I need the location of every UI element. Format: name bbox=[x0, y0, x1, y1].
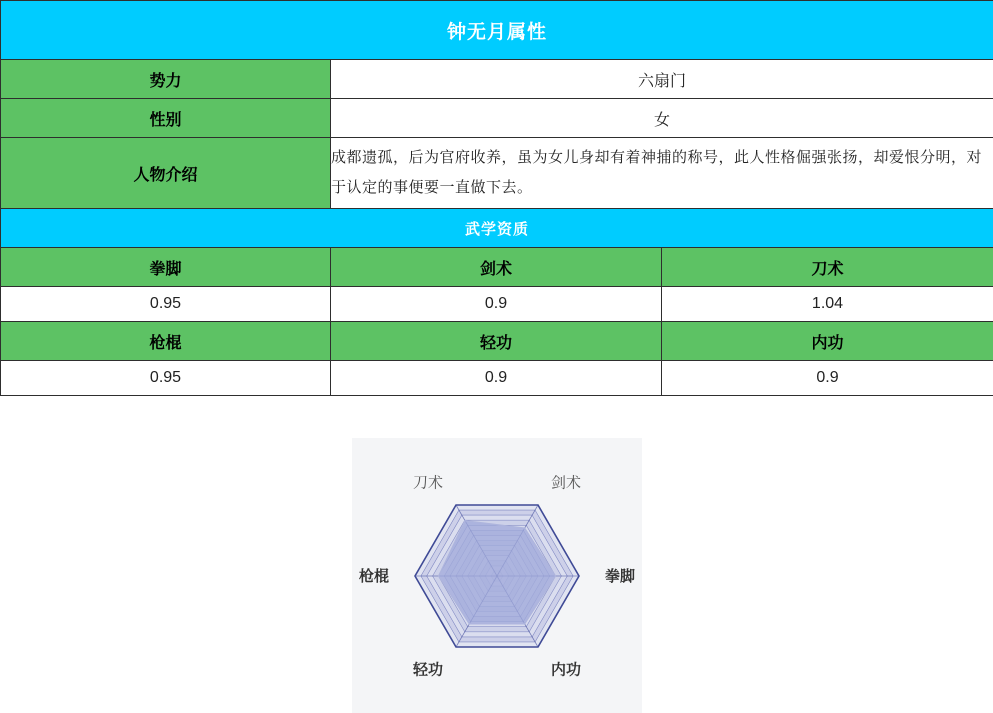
radar-chart bbox=[352, 438, 642, 713]
qual-value-1-0: 0.95 bbox=[1, 361, 331, 396]
qual-header-1-1: 轻功 bbox=[331, 322, 662, 361]
radar-chart-wrapper bbox=[0, 438, 993, 713]
radar-axis-label: 轻功 bbox=[411, 661, 442, 679]
radar-axis-label: 剑术 bbox=[551, 475, 581, 492]
qual-value-0-1: 0.9 bbox=[331, 287, 662, 322]
section-title-martial-qualification: 武学资质 bbox=[1, 209, 993, 248]
qual-header-0-2: 刀术 bbox=[662, 248, 993, 287]
radar-axis-label: 枪棍 bbox=[357, 567, 388, 585]
table-row bbox=[1, 248, 993, 287]
table-row bbox=[1, 99, 993, 138]
gender-label: 性别 bbox=[1, 99, 331, 138]
intro-label: 人物介绍 bbox=[1, 138, 331, 209]
qual-value-0-2: 1.04 bbox=[662, 287, 993, 322]
radar-axis-label: 刀术 bbox=[412, 475, 442, 492]
qual-header-0-0: 拳脚 bbox=[1, 248, 331, 287]
table-row bbox=[1, 138, 993, 209]
faction-value: 六扇门 bbox=[331, 60, 993, 99]
table-row bbox=[1, 361, 993, 396]
table-row bbox=[1, 287, 993, 322]
qual-header-1-2: 内功 bbox=[662, 322, 993, 361]
qual-value-1-2: 0.9 bbox=[662, 361, 993, 396]
radar-axis-label: 内功 bbox=[551, 662, 581, 679]
qual-value-1-1: 0.9 bbox=[331, 361, 662, 396]
gender-value: 女 bbox=[331, 99, 993, 138]
table-row-title bbox=[1, 1, 993, 60]
faction-label: 势力 bbox=[1, 60, 331, 99]
radar-chart-container bbox=[352, 438, 642, 713]
intro-text: 成都遗孤，后为官府收养，虽为女儿身却有着神捕的称号，此人性格倔强张扬，却爱恨分明，对于认定的事便要一直做下去。 bbox=[331, 138, 993, 209]
table-row-section bbox=[1, 209, 993, 248]
radar-axis-label: 拳脚 bbox=[605, 567, 635, 585]
qual-header-0-1: 剑术 bbox=[331, 248, 662, 287]
qual-value-0-0: 0.95 bbox=[1, 287, 331, 322]
table-row bbox=[1, 322, 993, 361]
page-title: 钟无月属性 bbox=[1, 1, 993, 60]
qual-header-1-0: 枪棍 bbox=[1, 322, 331, 361]
table-row bbox=[1, 60, 993, 99]
